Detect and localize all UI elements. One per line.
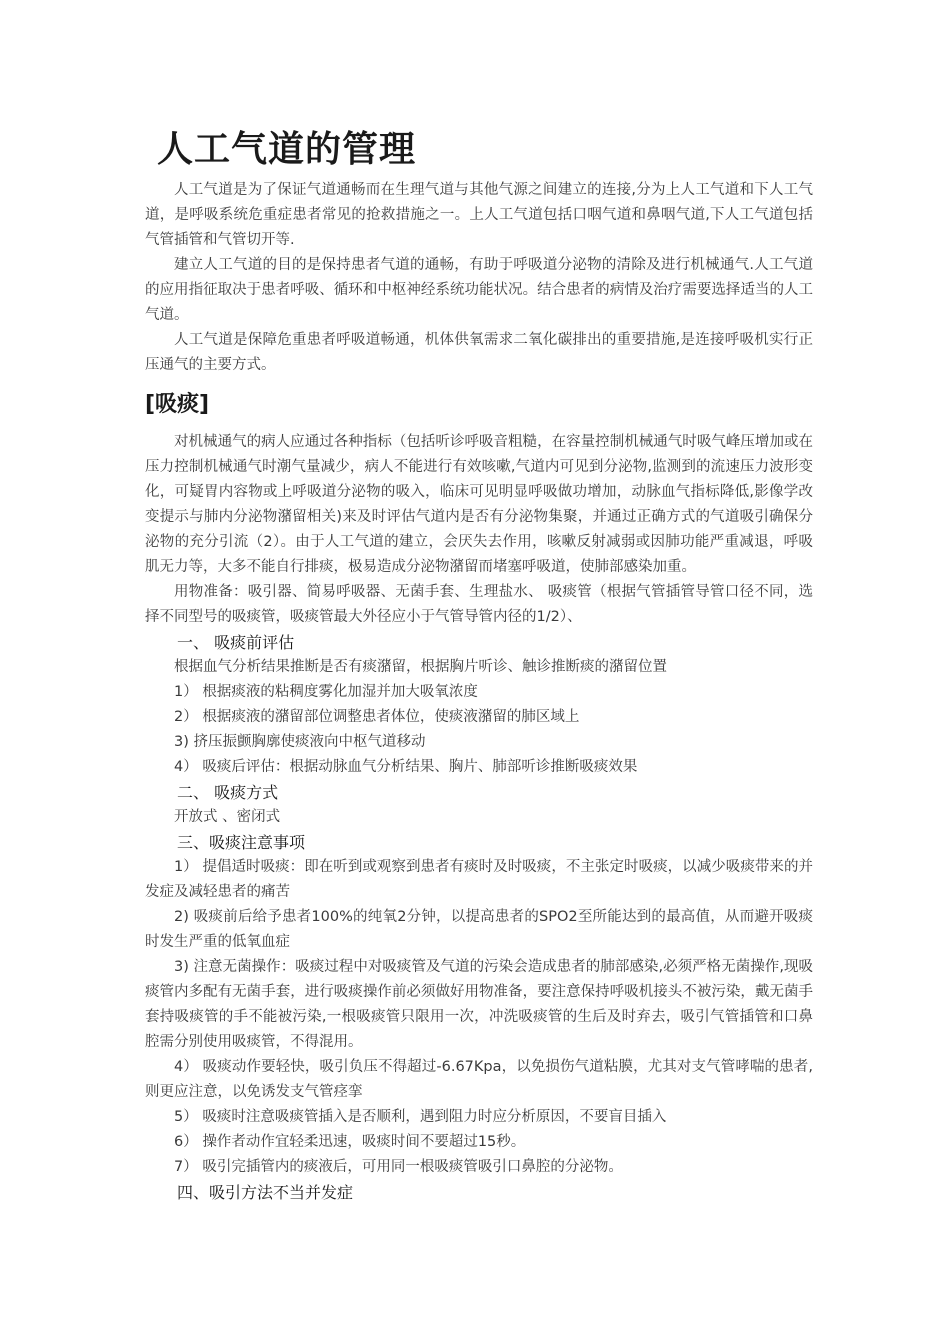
precaution-item: 6） 操作者动作宜轻柔迅速，吸痰时间不要超过15秒。 [174,1134,526,1150]
subheading-precautions: 三、吸痰注意事项 [177,833,306,852]
subheading-suction-method: 二、 吸痰方式 [177,783,279,802]
precaution-item: 4） 吸痰动作要轻快，吸引负压不得超过-6.67Kpa，以免损伤气道粘膜，尤其对支气管哮喘的患者,则更应注意，以免诱发支气管痉挛 [145,1059,813,1100]
list-item: 开放式 、密闭式 [174,809,281,825]
page-title: 人工气道的管理 [157,129,417,170]
section-heading-suction: [吸痰] [145,392,210,417]
subheading-complications: 四、吸引方法不当并发症 [177,1183,354,1202]
list-item: 4） 吸痰后评估：根据动脉血气分析结果、胸片、肺部听诊推断吸痰效果 [174,759,638,775]
intro-paragraph-2: 建立人工气道的目的是保持患者气道的通畅，有助于呼吸道分泌物的清除及进行机械通气.人工气道的应用指征取决于患者呼吸、循环和中枢神经系统功能状况。结合患者的病情及治疗需要选择适当的人工气道。 [145,257,813,323]
intro-paragraph-3: 人工气道是保障危重患者呼吸道畅通，机体供氧需求二氧化碳排出的重要措施,是连接呼吸机实行正压通气的主要方式。 [145,332,813,373]
precaution-item: 3) 注意无菌操作：吸痰过程中对吸痰管及气道的污染会造成患者的肺部感染,必须严格无菌操作,现吸痰管内多配有无菌手套，进行吸痰操作前必须做好用物准备，要注意保持呼吸机接头不被污染，戴无菌手套持吸痰管的手不能被污染,一根吸痰管只限用一次，冲洗吸痰管的生后及时弃去，吸引气管插管和口鼻腔需分别使用吸痰管，不得混用。 [145,959,813,1050]
document-page [145,118,813,1205]
precaution-item: 2) 吸痰前后给予患者100%的纯氧2分钟，以提高患者的SPO2至所能达到的最高值，从而避开吸痰时发生严重的低氧血症 [145,909,813,950]
precaution-item: 7） 吸引完插管内的痰液后，可用同一根吸痰管吸引口鼻腔的分泌物。 [174,1159,623,1175]
list-item: 根据血气分析结果推断是否有痰潴留，根据胸片听诊、触诊推断痰的潴留位置 [174,659,667,675]
subheading-pre-assessment: 一、 吸痰前评估 [177,633,295,652]
list-item: 2） 根据痰液的潴留部位调整患者体位，使痰液潴留的肺区域上 [174,709,580,725]
precaution-item: 5） 吸痰时注意吸痰管插入是否顺利，遇到阻力时应分析原因，不要盲目插入 [174,1109,667,1125]
precaution-item: 1） 提倡适时吸痰：即在听到或观察到患者有痰时及时吸痰，不主张定时吸痰，以减少吸痰带来的并发症及减轻患者的痛苦 [145,859,813,900]
list-item: 3) 挤压振颤胸廓使痰液向中枢气道移动 [174,734,426,750]
section-paragraph-1: 对机械通气的病人应通过各种指标（包括听诊呼吸音粗糙，在容量控制机械通气时吸气峰压增加或在压力控制机械通气时潮气量减少，病人不能进行有效咳嗽,气道内可见到分泌物,监测到的流速压力波形变化，可疑胃内容物或上呼吸道分泌物的吸入，临床可见明显呼吸做功增加，动脉血气指标降低,影像学改变提示与肺内分泌物潴留相关)来及时评估气道内是否有分泌物集聚，并通过正确方式的气道吸引确保分泌物的充分引流（2）。由于人工气道的建立，会厌失去作用，咳嗽反射减弱或因肺功能严重减退，呼吸肌无力等，大多不能自行排痰，极易造成分泌物潴留而堵塞呼吸道，使肺部感染加重。 [145,434,813,575]
intro-paragraph-1: 人工气道是为了保证气道通畅而在生理气道与其他气源之间建立的连接,分为上人工气道和下人工气道，是呼吸系统危重症患者常见的抢救措施之一。上人工气道包括口咽气道和鼻咽气道,下人工气道包括气管插管和气管切开等. [145,182,813,248]
list-item: 1） 根据痰液的粘稠度雾化加湿并加大吸氧浓度 [174,684,478,700]
section-paragraph-2: 用物准备：吸引器、简易呼吸器、无菌手套、生理盐水、 吸痰管（根据气管插管导管口径不同，选择不同型号的吸痰管，吸痰管最大外径应小于气管导管内径的1/2）、 [145,584,813,625]
